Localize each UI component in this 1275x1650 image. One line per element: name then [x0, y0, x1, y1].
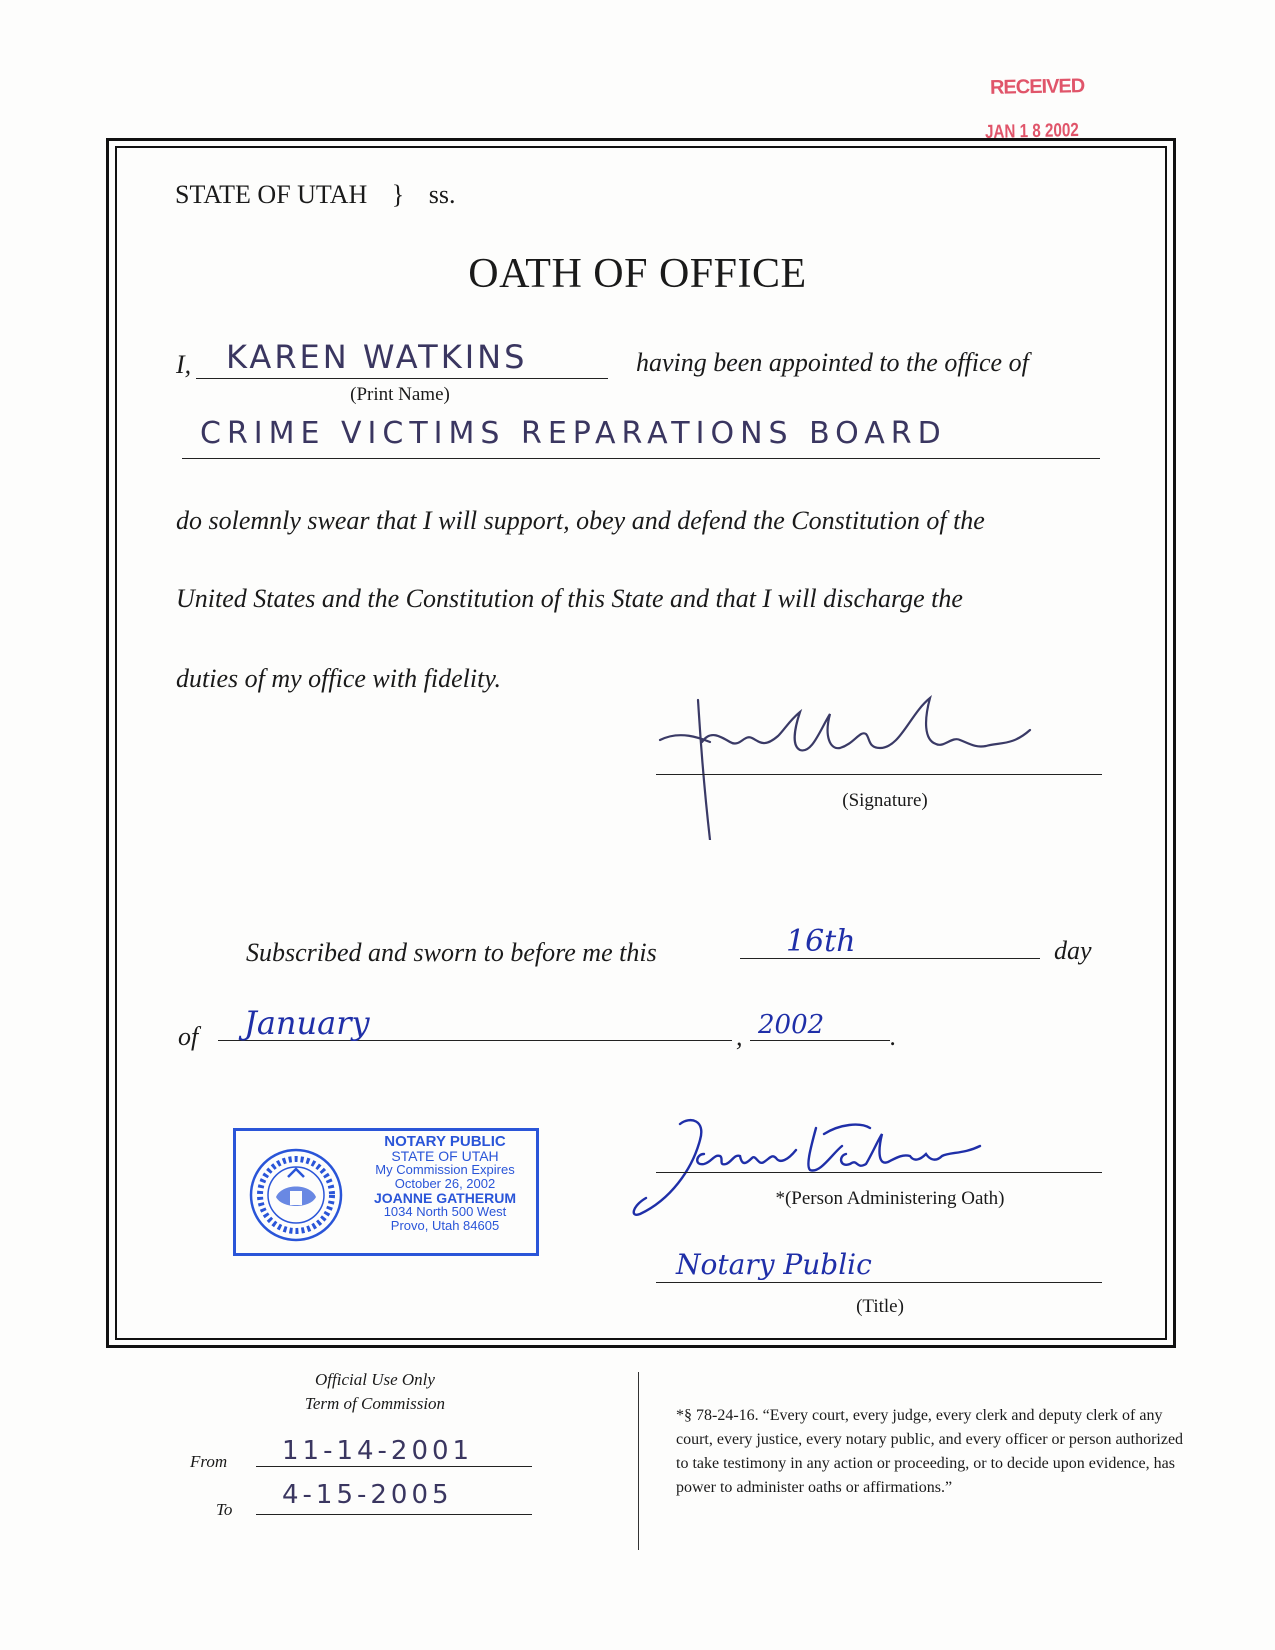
print-name-value: KAREN WATKINS — [226, 338, 528, 376]
print-name-caption: (Print Name) — [350, 384, 450, 405]
official-use-heading-1: Official Use Only — [315, 1370, 435, 1389]
oath-text-line-1: do solemnly swear that I will support, obey and defend the Constitution of the — [176, 506, 985, 535]
of-label: of — [178, 1022, 199, 1051]
title-value: Notary Public — [676, 1248, 872, 1281]
official-use-heading-2: Term of Commission — [304, 1394, 446, 1413]
to-line — [256, 1514, 532, 1515]
office-line — [182, 458, 1100, 459]
year-period: . — [890, 1022, 897, 1051]
sworn-prefix: Subscribed and sworn to before me this — [246, 938, 657, 967]
notary-seal-stamp — [233, 1128, 539, 1256]
official-use-heading — [290, 1368, 460, 1416]
administering-caption: *(Person Administering Oath) — [775, 1188, 1005, 1209]
year-value: 2002 — [758, 1010, 825, 1040]
administering-line — [656, 1172, 1102, 1173]
oath-text-line-3: duties of my office with fidelity. — [176, 664, 501, 693]
print-name-line — [196, 378, 608, 379]
notary-seal-line-2: STATE OF UTAH — [391, 1148, 499, 1164]
oath-text-line-2: United States and the Constitution of this State and that I will discharge the — [176, 584, 963, 613]
notary-seal-line-4: October 26, 2002 — [394, 1176, 496, 1191]
footer-divider — [638, 1372, 639, 1550]
day-line — [740, 958, 1040, 959]
day-label: day — [1054, 936, 1092, 965]
received-stamp-date: JAN 1 8 2002 — [984, 119, 1079, 143]
office-value: CRIME VICTIMS REPARATIONS BOARD — [200, 416, 947, 451]
oath-taker-signature — [640, 690, 1100, 840]
ss-label: ss. — [428, 180, 456, 209]
state-name: STATE OF UTAH — [175, 180, 368, 209]
title-caption: (Title) — [856, 1296, 904, 1317]
from-label: From — [190, 1452, 228, 1471]
notary-seal-line-7: Provo, Utah 84605 — [390, 1218, 500, 1233]
day-value: 16th — [786, 924, 856, 959]
appointment-suffix: having been appointed to the office of — [636, 348, 1029, 377]
to-value: 4-15-2005 — [282, 1480, 453, 1510]
title-line — [656, 1282, 1102, 1283]
month-comma: , — [736, 1022, 743, 1051]
notary-seal-line-3: My Commission Expires — [375, 1162, 515, 1177]
state-line — [175, 180, 456, 210]
signature-scribble — [640, 690, 1100, 840]
notary-seal-line-1: NOTARY PUBLIC — [384, 1133, 506, 1150]
from-line — [256, 1466, 532, 1467]
state-brace: } — [391, 180, 405, 209]
signature-line — [656, 774, 1102, 775]
year-line — [750, 1040, 890, 1041]
document-title: OATH OF OFFICE — [468, 251, 807, 297]
statute-footnote: *§ 78-24-16. “Every court, every judge, every clerk and deputy clerk of any court, every justice, every notary public, and every officer or person authorized to take testimony in any action or proceeding, or to decide upon evidence, has power to administer oaths or affirmations.” — [676, 1407, 1184, 1496]
from-value: 11-14-2001 — [282, 1436, 474, 1466]
notary-seal-line-5: JOANNE GATHERUM — [373, 1190, 517, 1206]
state-seal-icon — [248, 1147, 344, 1243]
notary-seal-line-6: 1034 North 500 West — [383, 1204, 507, 1219]
received-stamp: RECEIVED — [989, 75, 1085, 99]
oath-prefix: I, — [176, 350, 192, 379]
to-label: To — [216, 1500, 233, 1519]
month-value: January — [244, 1004, 370, 1042]
signature-caption: (Signature) — [842, 790, 928, 811]
